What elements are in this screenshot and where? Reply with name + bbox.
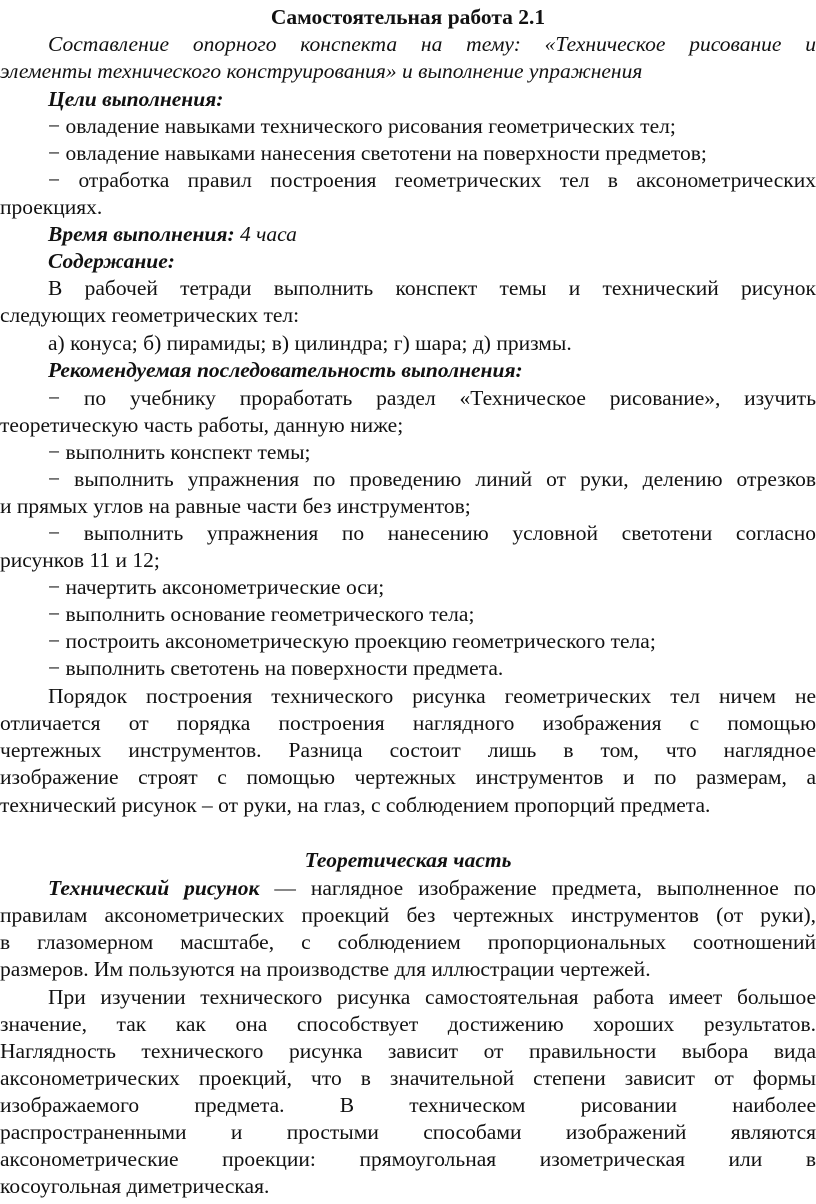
content-line: а) конуса; б) пирамиды; в) цилиндра; г) шара; д) призмы.: [48, 331, 572, 355]
paragraph-line: изображаемого предмета. В техническом рисовании наиболее: [0, 1093, 816, 1117]
goal-item: − овладение навыками нанесения светотени на поверхности предметов;: [48, 141, 707, 165]
sequence-item: − по учебнику проработать раздел «Техническое рисование», изучить: [48, 386, 816, 410]
time-row: [0, 221, 816, 248]
sequence-item: − начертить аксонометрические оси;: [48, 575, 385, 599]
sequence-item-continued: теоретическую часть работы, данную ниже;: [0, 413, 404, 437]
paragraph-line: При изучении технического рисунка самостоятельная работа имеет большое: [48, 985, 816, 1009]
sequence-item: − выполнить упражнения по проведению линий от руки, делению отрезков: [48, 467, 816, 491]
paragraph-line: косоугольная диметрическая.: [0, 1174, 270, 1198]
sequence-item: − выполнить упражнения по нанесению условной светотени согласно: [48, 521, 816, 545]
paragraph-line: Наглядность технического рисунка зависит от правильности выбора вида: [0, 1039, 816, 1063]
paragraph-line: распространенными и простыми способами изображений являются: [0, 1120, 816, 1144]
paragraph-line: правилам аксонометрических проекций без чертежных инструментов (от руки),: [0, 903, 816, 927]
goals-heading: Цели выполнения:: [48, 87, 224, 111]
paragraph-line: изображение строят с помощью чертежных инструментов и по размерам, а: [0, 765, 816, 789]
document-title: Самостоятельная работа 2.1: [270, 5, 546, 29]
sequence-heading: Рекомендуемая последовательность выполнения:: [48, 358, 523, 382]
goal-item: − отработка правил построения геометрических тел в аксонометрических: [48, 168, 816, 192]
goal-item: − овладение навыками технического рисования геометрических тел;: [48, 114, 676, 138]
paragraph-line: технический рисунок – от руки, на глаз, с соблюдением пропорций предмета.: [0, 793, 711, 817]
time-value: 4 часа: [234, 222, 297, 246]
definition-term: Технический рисунок: [48, 876, 260, 900]
paragraph-line: в глазомерном масштабе, с соблюдением пропорциональных соотношений: [0, 930, 816, 954]
content-line: следующих геометрических тел:: [0, 303, 300, 327]
paragraph-line: значение, так как она способствует достижению хороших результатов.: [0, 1012, 816, 1036]
paragraph-line: аксонометрические проекции: прямоугольная изометрическая или в: [0, 1147, 816, 1171]
paragraph-line: размеров. Им пользуются на производстве для иллюстрации чертежей.: [0, 957, 651, 981]
content-line: В рабочей тетради выполнить конспект темы и технический рисунок: [48, 276, 816, 300]
goal-item-continued: проекциях.: [0, 195, 103, 219]
sequence-item: − построить аксонометрическую проекцию геометрического тела;: [48, 629, 656, 653]
paragraph-line: аксонометрических проекций, что в значительной степени зависит от формы: [0, 1066, 816, 1090]
sequence-item-continued: рисунков 11 и 12;: [0, 548, 160, 572]
paragraph-line: отличается от порядка построения наглядного изображения с помощью: [0, 711, 816, 735]
content-heading: Содержание:: [48, 249, 175, 273]
sequence-item-continued: и прямых углов на равные части без инструментов;: [0, 494, 471, 518]
subtitle-line: Составление опорного конспекта на тему: «Техническое рисование и: [48, 32, 816, 56]
sequence-item: − выполнить конспект темы;: [48, 440, 311, 464]
sequence-item: − выполнить светотень на поверхности предмета.: [48, 656, 504, 680]
subtitle-line: элементы технического конструирования» и выполнение упражнения: [0, 59, 643, 83]
section-heading: Теоретическая часть: [304, 848, 512, 872]
definition-text: — наглядное изображение предмета, выполненное по: [259, 876, 816, 900]
definition-line: [0, 875, 816, 902]
paragraph-line: чертежных инструментов. Разница состоит лишь в том, что наглядное: [0, 738, 816, 762]
time-label: Время выполнения:: [48, 222, 235, 246]
sequence-item: − выполнить основание геометрического тела;: [48, 602, 475, 626]
paragraph-line: Порядок построения технического рисунка геометрических тел ничем не: [48, 684, 816, 708]
